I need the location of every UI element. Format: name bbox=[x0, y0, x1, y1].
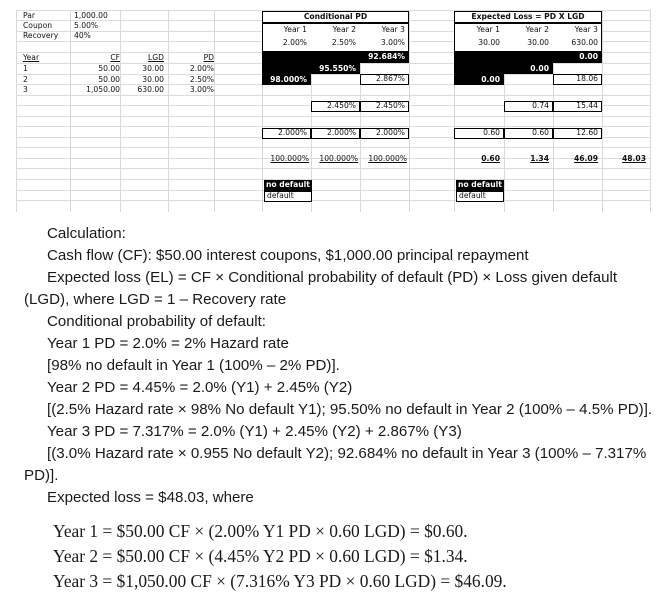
line-year3-note: [(3.0% Hazard rate × 0.955 No default Y2); 92.684% no default in Year 3 (100% – 7.317% bbox=[47, 445, 647, 462]
el-tree-1544: 15.44 bbox=[553, 101, 602, 112]
line-expected-loss-2: (LGD), where LGD = 1 – Recovery rate bbox=[24, 291, 287, 308]
line-year3-note-cont: PD)]. bbox=[24, 467, 59, 484]
el-tree-1806: 18.06 bbox=[553, 74, 602, 85]
par-label: Par bbox=[23, 11, 36, 20]
recovery-label: Recovery bbox=[23, 31, 59, 40]
el-row-3: 12.60 bbox=[553, 128, 602, 139]
row2-lgd: 30.00 bbox=[142, 75, 164, 84]
cpd-tree-92684: 92.684% bbox=[368, 52, 405, 61]
cpd-cond-3: 2.000% bbox=[360, 128, 409, 139]
row3-year: 3 bbox=[23, 85, 28, 94]
expected-loss-title: Expected Loss = PD X LGD bbox=[454, 11, 602, 23]
el-lgd2: 30.00 bbox=[527, 38, 549, 47]
line-year2-note: [(2.5% Hazard rate × 98% No default Y1); 95.50% no default in Year 2 (100% – 4.5% PD)]. bbox=[47, 401, 653, 418]
legend-no-default-el: no default bbox=[458, 180, 502, 189]
header-year: Year bbox=[23, 53, 40, 62]
line-expected-loss-1: Expected loss (EL) = CF × Conditional probability of default (PD) × Loss given default bbox=[47, 269, 618, 286]
line-expected-loss-total: Expected loss = $48.03, where bbox=[47, 489, 254, 506]
line-year2: Year 2 PD = 4.45% = 2.0% (Y1) + 2.45% (Y2) bbox=[47, 379, 353, 396]
el-tree-074: 0.74 bbox=[504, 101, 553, 112]
el-lgd3: 630.00 bbox=[571, 38, 598, 47]
cpd-tree-2450b: 2.450% bbox=[360, 101, 409, 112]
el-tree-y3: 0.00 bbox=[579, 52, 598, 61]
el-total-1: 0.60 bbox=[481, 154, 500, 163]
el-tree-y2: 0.00 bbox=[530, 64, 549, 73]
header-pd: PD bbox=[203, 53, 214, 62]
spreadsheet-table bbox=[0, 0, 666, 212]
row3-lgd: 630.00 bbox=[137, 85, 164, 94]
cpd-cond-1: 2.000% bbox=[262, 128, 311, 139]
el-year2: Year 2 bbox=[525, 25, 549, 34]
calculation-text bbox=[0, 212, 666, 599]
line-cash-flow: Cash flow (CF): $50.00 interest coupons, $1,000.00 principal repayment bbox=[47, 247, 529, 264]
calc-heading: Calculation: bbox=[47, 225, 126, 242]
legend-no-default-cpd: no default bbox=[266, 180, 310, 189]
cpd-total-3: 100.000% bbox=[368, 154, 407, 163]
cpd-total-1: 100.000% bbox=[270, 154, 309, 163]
el-total-2: 1.34 bbox=[530, 154, 549, 163]
coupon-label: Coupon bbox=[23, 21, 53, 30]
el-lgd1: 30.00 bbox=[478, 38, 500, 47]
line-year1: Year 1 PD = 2.0% = 2% Hazard rate bbox=[47, 335, 289, 352]
cpd-year3: Year 3 bbox=[381, 25, 405, 34]
el-row-1: 0.60 bbox=[454, 128, 504, 139]
conditional-pd-title: Conditional PD bbox=[262, 11, 409, 23]
row3-cf: 1,050.00 bbox=[86, 85, 120, 94]
row1-pd: 2.00% bbox=[189, 64, 214, 73]
line-year1-note: [98% no default in Year 1 (100% – 2% PD)]. bbox=[47, 357, 340, 374]
cpd-cond-2: 2.000% bbox=[311, 128, 360, 139]
line-conditional-pd: Conditional probability of default: bbox=[47, 313, 266, 330]
el-total-3: 46.09 bbox=[573, 154, 598, 163]
cpd-rate2: 2.50% bbox=[331, 38, 356, 47]
recovery-value: 40% bbox=[74, 31, 91, 40]
cpd-rate1: 2.00% bbox=[282, 38, 307, 47]
el-year1: Year 1 bbox=[476, 25, 500, 34]
legend-default-el: default bbox=[456, 191, 504, 202]
formula-year2: Year 2 = $50.00 CF × (4.45% Y2 PD × 0.60 LGD) = $1.34. bbox=[53, 546, 468, 566]
coupon-value: 5.00% bbox=[74, 21, 99, 30]
par-value: 1,000.00 bbox=[74, 11, 108, 20]
cpd-rate3: 3.00% bbox=[380, 38, 405, 47]
line-year3: Year 3 PD = 7.317% = 2.0% (Y1) + 2.45% (Y2) + 2.867% (Y3) bbox=[47, 423, 462, 440]
row2-pd: 2.50% bbox=[189, 75, 214, 84]
el-tree-y1: 0.00 bbox=[481, 75, 500, 84]
formula-year1: Year 1 = $50.00 CF × (2.00% Y1 PD × 0.60 LGD) = $0.60. bbox=[53, 521, 468, 541]
header-lgd: LGD bbox=[148, 53, 164, 62]
el-year3: Year 3 bbox=[574, 25, 598, 34]
row1-lgd: 30.00 bbox=[142, 64, 164, 73]
cpd-tree-98000: 98.000% bbox=[270, 75, 307, 84]
el-row-2: 0.60 bbox=[504, 128, 553, 139]
cpd-tree-2867: 2.867% bbox=[360, 74, 409, 85]
cpd-total-2: 100.000% bbox=[319, 154, 358, 163]
cpd-tree-2450a: 2.450% bbox=[311, 101, 360, 112]
legend-default-cpd: default bbox=[264, 191, 312, 202]
cpd-year1: Year 1 bbox=[283, 25, 307, 34]
row2-year: 2 bbox=[23, 75, 28, 84]
formula-year3: Year 3 = $1,050.00 CF × (7.316% Y3 PD × 0.60 LGD) = $46.09. bbox=[53, 571, 507, 591]
cpd-year2: Year 2 bbox=[332, 25, 356, 34]
row1-year: 1 bbox=[23, 64, 28, 73]
row3-pd: 3.00% bbox=[189, 85, 214, 94]
row1-cf: 50.00 bbox=[98, 64, 120, 73]
cpd-tree-95550: 95.550% bbox=[319, 64, 356, 73]
row2-cf: 50.00 bbox=[98, 75, 120, 84]
el-grand-total: 48.03 bbox=[621, 154, 646, 163]
header-cf: CF bbox=[110, 53, 120, 62]
